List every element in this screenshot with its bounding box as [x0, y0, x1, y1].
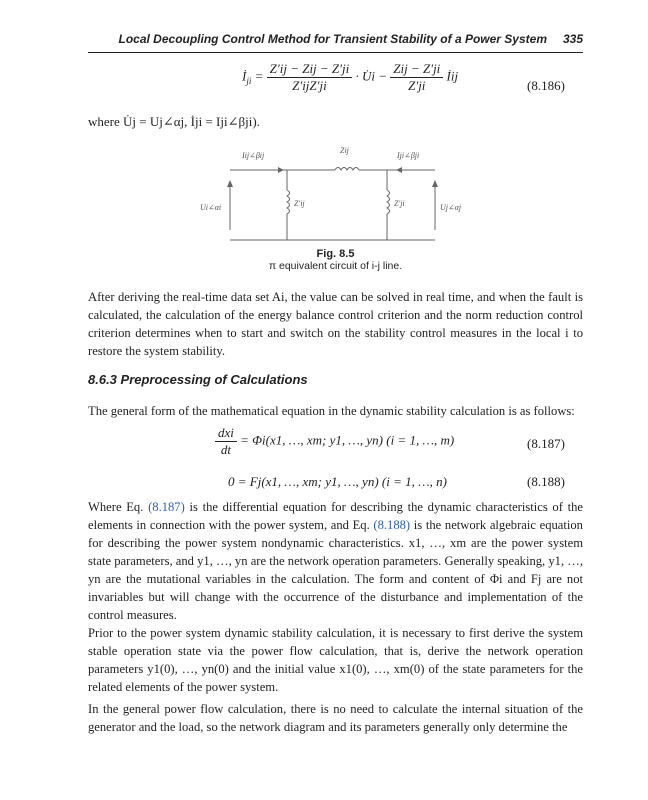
paragraph-5 [88, 700, 583, 736]
paragraph-3-part-3: is the network algebraic equation for describing the power system nondynamic characteristics. x1, …, xm are the power system state parameters, and y1, …, yn are the network operation parameters. Generally speaking, y1, …, yn are the mutational variables in the calculation. The form and content of Φi and Fj are not invariables but will change with the occurrence of the disturbance and implementation of the control measures. [88, 518, 583, 622]
paragraph-3 [88, 498, 583, 624]
paragraph-3-part-1: Where Eq. [88, 500, 149, 514]
figure-number: Fig. 8.5 [316, 248, 355, 260]
eq186-fraction-2 [390, 62, 443, 93]
eq186-frac1-numerator: Z′ij − Zij − Z′ji [267, 62, 353, 78]
running-title: Local Decoupling Control Method for Transient Stability of a Power System [118, 32, 547, 46]
running-header [88, 30, 583, 53]
eq187-rhs: = Φi(x1, …, xm; y1, …, yn) (i = 1, …, m) [240, 432, 455, 448]
paragraph-3-text [88, 498, 583, 624]
pi-circuit-figure [190, 140, 470, 250]
current-arrow-ji-icon [396, 167, 402, 173]
label-zi-shunt: Z′ij [294, 199, 305, 208]
eq188-number: (8.188) [527, 474, 565, 489]
paragraph-3-part-2: is the differential equation for describing the dynamic characteristics of the elements in connection with the power system, and Eq. [88, 500, 583, 532]
left-shunt-coil [287, 190, 290, 214]
label-ui: Ui∠αi [200, 203, 222, 212]
equation-8-186: $İ_{ji}$ = $\frac{\text{Z′ij − Zij − Z′ji}}{\text{Z′ijZ′ji}}$ · U̇i − $\frac{\text{Zij − Z′ji}}{Z'ji}$ İij [242, 61, 459, 93]
page-number: 335 [562, 32, 583, 46]
eq186-frac1-denominator: Z′ijZ′ji [292, 78, 327, 93]
series-impedance-coil [335, 168, 359, 171]
eq188-text: 0 = Fj(x1, …, xm; y1, …, yn) (i = 1, …, n) [228, 474, 448, 489]
equation-link-8-188[interactable]: (8.188) [373, 518, 411, 532]
label-uj: Uj∠αj [440, 203, 462, 212]
voltage-arrow-left-icon [227, 180, 233, 187]
eq186-mid: · U̇i − [355, 68, 388, 84]
label-zj-shunt: Z′ji [394, 199, 405, 208]
eq186-lhs: İ [242, 68, 247, 84]
section-heading: 8.6.3 Preprocessing of Calculations [88, 372, 308, 387]
paragraph-2-text: The general form of the mathematical equation in the dynamic stability calculation is as follows: [88, 404, 575, 418]
eq186-number: (8.186) [527, 78, 565, 93]
paragraph-4-text: Prior to the power system dynamic stability calculation, it is necessary to first derive the system stable operation state via the power flow calculation, that is, derive the network operation parameters y1(0), …, yn(0) and the initial value x1(0), …, xm(0) of the state parameters for the related elements of the power system. [88, 626, 583, 694]
eq186-frac2-numerator: Zij − Z′ji [390, 62, 443, 78]
label-zij: Zij [340, 146, 349, 155]
eq186-fraction-1 [267, 62, 353, 93]
eq187-derivative [215, 426, 237, 457]
equation-8-188 [228, 474, 447, 490]
label-iji: Iji∠βji [397, 151, 420, 160]
paragraph-1-text: After deriving the real-time data set Ai, the value can be solved in real time, and when the fault is calculated, the calculation of the energy balance control criterion and the norm reduction control criterion determines when to start and switch on the stability control measures in the local i to restore the system stability. [88, 290, 583, 358]
figure-caption [88, 248, 583, 272]
paragraph-5-text: In the general power flow calculation, there is no need to calculate the internal situation of the generator and the load, so the network diagram and its parameters generally only determine the [88, 702, 583, 734]
paragraph-1 [88, 288, 583, 360]
current-arrow-ij-icon [278, 167, 284, 173]
right-shunt-coil [387, 190, 390, 214]
eq187-number: (8.187) [527, 436, 565, 451]
eq186-frac2-denominator: Z′ji [408, 78, 426, 93]
eq187-numerator: dxi [215, 426, 237, 442]
label-iij: Iij∠βij [242, 151, 265, 160]
eq186-tail: İij [446, 68, 459, 84]
eq186-lhs-sub: ji [246, 76, 252, 87]
paragraph-2 [88, 402, 583, 420]
voltage-arrow-right-icon [432, 180, 438, 187]
equation-8-187 [215, 426, 454, 457]
equation-link-8-187[interactable]: (8.187) [148, 500, 185, 514]
where-line: where U̇j = Uj∠αj, İji = Iji∠βji). [88, 114, 260, 129]
eq187-denominator: dt [220, 442, 231, 457]
paragraph-4 [88, 624, 583, 696]
figure-caption-text: π equivalent circuit of i-j line. [268, 260, 403, 272]
